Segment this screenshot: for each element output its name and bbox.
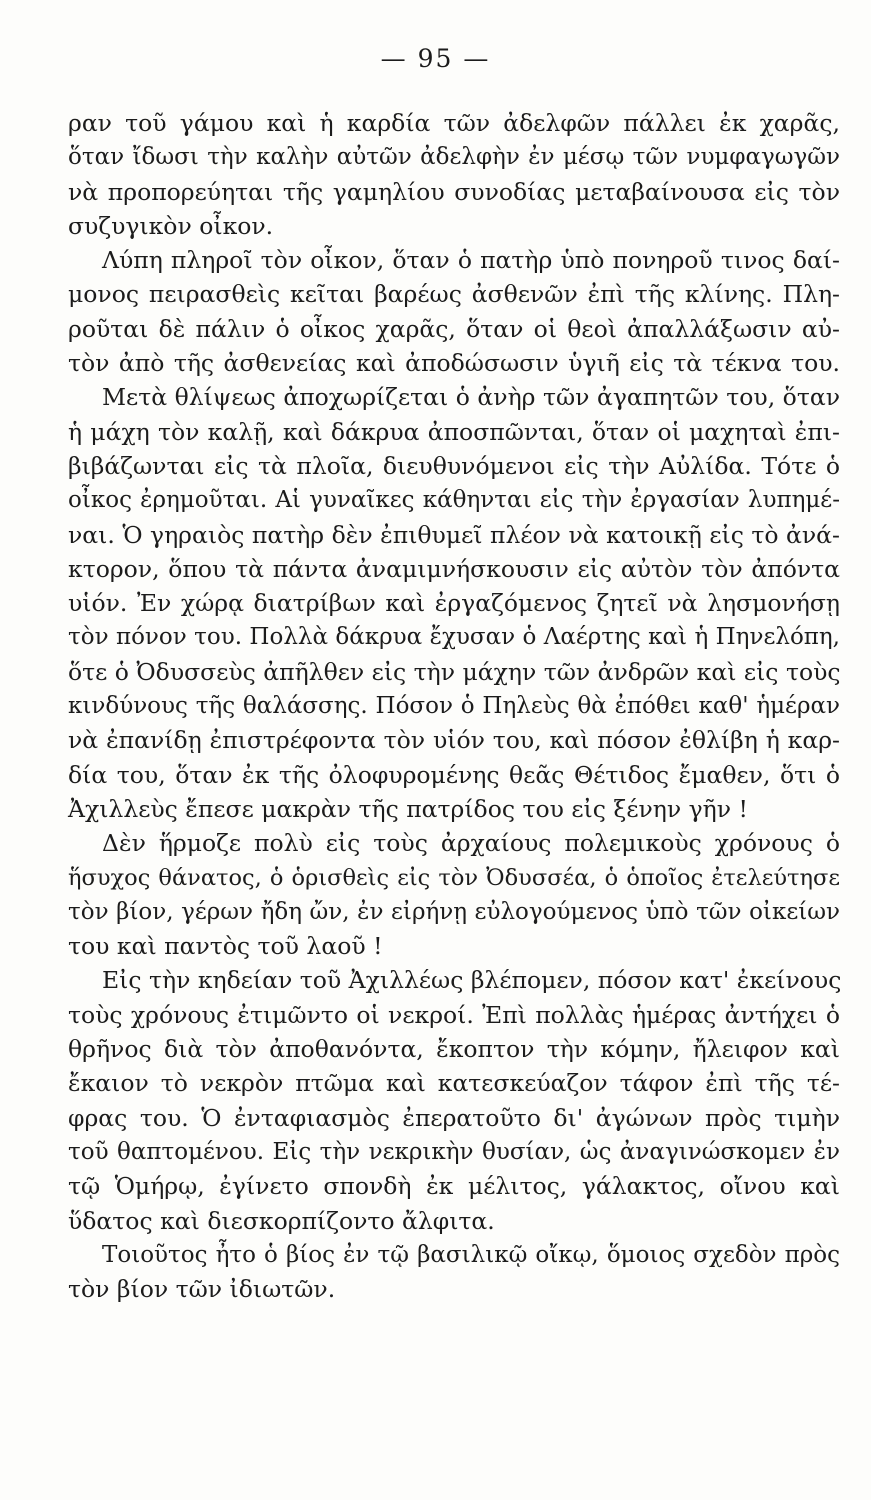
text-line: ὅταν ἴδωσι τὴν καλὴν αὐτῶν ἀδελφὴν ἐν μέσῳ τῶν νυμφαγωγῶν	[68, 144, 840, 171]
text-line: κινδύνους τῆς θαλάσσης. Πόσον ὁ Πηλεὺς θὰ ἐπόθει καθ' ἡμέραν	[68, 693, 840, 720]
text-line: υἱόν. Ἐν χώρᾳ διατρίβων καὶ ἐργαζόμενος ζητεῖ νὰ λησμονήσῃ	[68, 589, 840, 618]
text-line: τὸν βίον, γέρων ἤδη ὤν, ἐν εἰρήνῃ εὐλογούμενος ὑπὸ τῶν οἰκείων	[68, 898, 840, 925]
text-line: τοὺς χρόνους ἐτιμῶντο οἱ νεκροί. Ἐπὶ πολλὰς ἡμέρας ἀντήχει ὁ	[68, 1000, 840, 1029]
text-line: συζυγικὸν οἶκον.	[68, 211, 274, 240]
text-line: Λύπη πληροῖ τὸν οἶκον, ὅταν ὁ πατὴρ ὑπὸ πονηροῦ τινος δαί-	[102, 246, 840, 275]
text-line: νὰ ἐπανίδῃ ἐπιστρέφοντα τὸν υἱόν του, καὶ πόσον ἐθλίβη ἡ καρ-	[68, 726, 840, 755]
text-line: Τοιοῦτος ἦτο ὁ βίος ἐν τῷ βασιλικῷ οἴκῳ, ὅμοιος σχεδὸν πρὸς	[102, 1241, 840, 1268]
text-line: βιβάζωνται εἰς τὰ πλοῖα, διευθυνόμενοι εἰς τὴν Αὐλίδα. Τότε ὁ	[68, 451, 840, 480]
text-line: κτορον, ὅπου τὰ πάντα ἀναμιμνήσκουσιν εἰς αὐτὸν τὸν ἀπόντα	[68, 554, 840, 583]
text-line: τὸν ἀπὸ τῆς ἀσθενείας καὶ ἀποδώσωσιν ὑγιῆ εἰς τὰ τέκνα του.	[68, 349, 840, 378]
body-text	[68, 106, 840, 1306]
text-line: μονος πειρασθεὶς κεῖται βαρέως ἀσθενῶν ἐπὶ τῆς κλίνης. Πλη-	[68, 280, 840, 309]
text-line: ἡ μάχη τὸν καλῇ, καὶ δάκρυα ἀποσπῶνται, ὅταν οἱ μαχηταὶ ἐπι-	[68, 417, 840, 446]
text-line: τοῦ θαπτομένου. Εἰς τὴν νεκρικὴν θυσίαν, ὡς ἀναγινώσκομεν ἐν	[68, 1138, 840, 1165]
text-line: ἔκαιον τὸ νεκρὸν πτῶμα καὶ κατεσκεύαζον τάφον ἐπὶ τῆς τέ-	[68, 1069, 840, 1098]
text-line: ὅτε ὁ Ὀδυσσεὺς ἀπῆλθεν εἰς τὴν μάχην τῶν ἀνδρῶν καὶ εἰς τοὺς	[68, 657, 841, 686]
page-number: — 95 —	[380, 44, 491, 73]
text-line: ὕδατος καὶ διεσκορπίζοντο ἄλφιτα.	[68, 1206, 495, 1235]
text-line: Ἀχιλλεὺς ἔπεσε μακρὰν τῆς πατρίδος του εἰς ξένην γῆν !	[68, 794, 748, 823]
text-line: Εἰς τὴν κηδείαν τοῦ Ἀχιλλέως βλέπομεν, πόσον κατ' ἐκείνους	[102, 966, 842, 995]
text-line: τῷ Ὁμήρῳ, ἐγίνετο σπονδὴ ἐκ μέλιτος, γάλακτος, οἴνου καὶ	[68, 1172, 840, 1201]
text-line: ἥσυχος θάνατος, ὁ ὁρισθεὶς εἰς τὸν Ὀδυσσέα, ὁ ὁποῖος ἐτελεύτησε	[68, 864, 840, 891]
text-line: του καὶ παντὸς τοῦ λαοῦ !	[68, 932, 383, 961]
text-line: Μετὰ θλίψεως ἀποχωρίζεται ὁ ἀνὴρ τῶν ἀγαπητῶν του, ὅταν	[102, 383, 840, 412]
text-line: θρῆνος διὰ τὸν ἀποθανόντα, ἔκοπτον τὴν κόμην, ἤλειφον καὶ	[68, 1035, 840, 1064]
text-line: Δὲν ἥρμοζε πολὺ εἰς τοὺς ἀρχαίους πολεμικοὺς χρόνους ὁ	[102, 829, 840, 858]
text-line: δία του, ὅταν ἐκ τῆς ὀλοφυρομένης θεᾶς Θέτιδος ἔμαθεν, ὅτι ὁ	[68, 760, 840, 789]
text-line: φρας του. Ὁ ἐνταφιασμὸς ἐπερατοῦτο δι' ἀγώνων πρὸς τιμὴν	[68, 1103, 840, 1132]
text-line: οἶκος ἐρημοῦται. Αἱ γυναῖκες κάθηνται εἰς τὴν ἐργασίαν λυπημέ-	[68, 487, 840, 514]
text-line: ναι. Ὁ γηραιὸς πατὴρ δὲν ἐπιθυμεῖ πλέον νὰ κατοικῇ εἰς τὸ ἀνά-	[68, 520, 840, 549]
text-line: τὸν βίον τῶν ἰδιωτῶν.	[68, 1275, 336, 1304]
text-line: νὰ προπορεύηται τῆς γαμηλίου συνοδίας μεταβαίνουσα εἰς τὸν	[68, 177, 840, 206]
text-line: ροῦται δὲ πάλιν ὁ οἶκος χαρᾶς, ὅταν οἱ θεοὶ ἀπαλλάξωσιν αὐ-	[68, 314, 840, 343]
text-line: ραν τοῦ γάμου καὶ ἡ καρδία τῶν ἀδελφῶν πάλλει ἐκ χαρᾶς,	[68, 109, 840, 137]
text-line: τὸν πόνον του. Πολλὰ δάκρυα ἔχυσαν ὁ Λαέρτης καὶ ἡ Πηνελόπη,	[68, 624, 840, 651]
